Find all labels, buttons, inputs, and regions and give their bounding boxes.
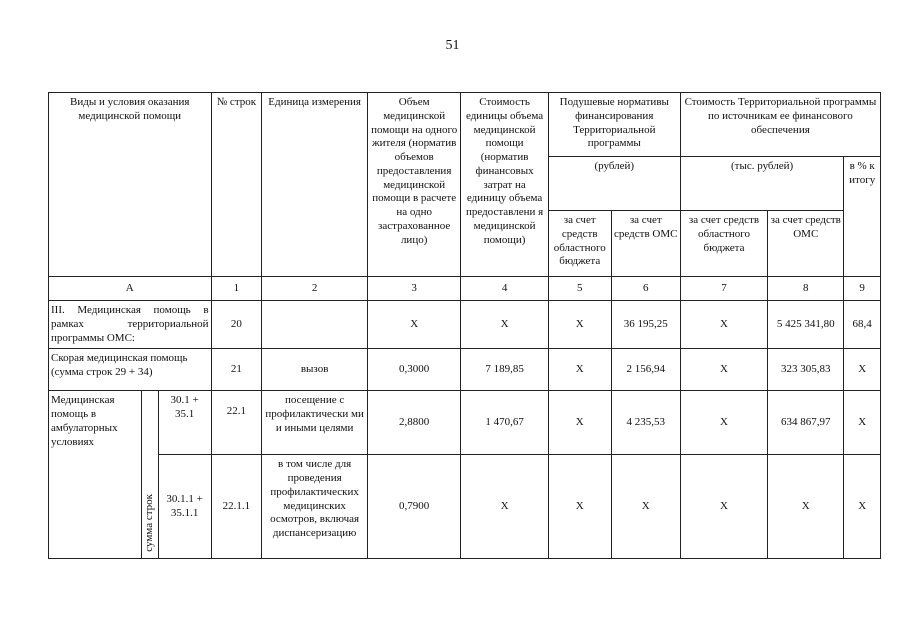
row-ambulance-c-oms: 323 305,83 bbox=[768, 349, 844, 391]
row-prophylactic-c-budget: Х bbox=[680, 455, 767, 559]
row-omc-c-budget: Х bbox=[680, 301, 767, 349]
header-thousand-rubles: (тыс. рублей) bbox=[680, 157, 844, 211]
row-outpatient-c-oms: 634 867,97 bbox=[768, 391, 844, 455]
row-ambulance-pc-budget: Х bbox=[548, 349, 611, 391]
header-oms-funds: за счет средств ОМС bbox=[611, 211, 680, 277]
row-ambulance-cost: 7 189,85 bbox=[461, 349, 548, 391]
row-prophylactic-pct: Х bbox=[844, 455, 881, 559]
row-omc-pc-oms: 36 195,25 bbox=[611, 301, 680, 349]
header-cost-territorial: Стоимость Территориальной программы по источникам ее финансового обеспечения bbox=[680, 93, 880, 157]
financing-table bbox=[48, 92, 881, 559]
row-prophylactic-cost: Х bbox=[461, 455, 548, 559]
row-outpatient-pct: Х bbox=[844, 391, 881, 455]
row-ambulance-no: 21 bbox=[211, 349, 262, 391]
row-omc-no: 20 bbox=[211, 301, 262, 349]
row-omc-cost: Х bbox=[461, 301, 548, 349]
index-cell-8: 8 bbox=[768, 277, 844, 301]
row-outpatient-pc-budget: Х bbox=[548, 391, 611, 455]
row-prophylactic-c-oms: Х bbox=[768, 455, 844, 559]
index-cell-a: А bbox=[49, 277, 212, 301]
header-regional-budget: за счет средств областного бюджета bbox=[548, 211, 611, 277]
header-per-capita: Подушевые нормативы финансирования Территориальной программы bbox=[548, 93, 680, 157]
index-cell-2: 2 bbox=[262, 277, 368, 301]
page-number: 51 bbox=[445, 38, 460, 53]
row-prophylactic-pc-budget: Х bbox=[548, 455, 611, 559]
row-outpatient-sum-label bbox=[142, 391, 158, 559]
row-outpatient-cost: 1 470,67 bbox=[461, 391, 548, 455]
header-row-no: № строк bbox=[211, 93, 262, 277]
sum-rows-label: сумма строк bbox=[143, 493, 156, 552]
row-omc-unit bbox=[262, 301, 368, 349]
row-omc-name: III. Медицинская помощь в рамках территориальной программы ОМС: bbox=[49, 301, 212, 349]
header-kinds: Виды и условия оказания медицинской помощи bbox=[49, 93, 212, 277]
header-percent-total: в % к итогу bbox=[844, 157, 881, 277]
header-unit: Единица измерения bbox=[262, 93, 368, 277]
header-volume: Объем медицинской помощи на одного жителя (норматив объемов предоставления медицинской помощи в расчете на одно застрахованное лицо) bbox=[367, 93, 460, 277]
row-prophylactic-no: 22.1.1 bbox=[211, 455, 262, 559]
row-ambulance-c-budget: Х bbox=[680, 349, 767, 391]
header-oms-funds-2: за счет средств ОМС bbox=[768, 211, 844, 277]
row-prophylactic-unit: в том числе для проведения профилактических медицинских осмотров, включая диспансеризацию bbox=[262, 455, 368, 559]
index-cell-7: 7 bbox=[680, 277, 767, 301]
row-ambulance-name: Скорая медицинская помощь (сумма строк 29 + 34) bbox=[49, 349, 212, 391]
row-outpatient-pc-oms: 4 235,53 bbox=[611, 391, 680, 455]
header-regional-budget-funds: за счет средств областного бюджета bbox=[680, 211, 767, 277]
header-cost-unit: Стоимость единицы объема медицинской помощи (норматив финансовых затрат на единицу объема предоставлени я медицинской помощи) bbox=[461, 93, 548, 277]
row-ambulance-unit: вызов bbox=[262, 349, 368, 391]
row-prophylactic-pc-oms: Х bbox=[611, 455, 680, 559]
row-outpatient-sum-rows: 30.1 + 35.1 bbox=[158, 391, 211, 455]
row-prophylactic-volume: 0,7900 bbox=[367, 455, 460, 559]
row-outpatient-volume: 2,8800 bbox=[367, 391, 460, 455]
row-outpatient-c-budget: Х bbox=[680, 391, 767, 455]
row-ambulance-pct: Х bbox=[844, 349, 881, 391]
index-cell-3: 3 bbox=[367, 277, 460, 301]
row-outpatient-unit: посещение с профилактически ми и иными целями bbox=[262, 391, 368, 455]
row-omc-pc-budget: Х bbox=[548, 301, 611, 349]
row-omc-pct: 68,4 bbox=[844, 301, 881, 349]
row-omc-c-oms: 5 425 341,80 bbox=[768, 301, 844, 349]
index-cell-4: 4 bbox=[461, 277, 548, 301]
header-rubles: (рублей) bbox=[548, 157, 680, 211]
row-ambulance-volume: 0,3000 bbox=[367, 349, 460, 391]
index-cell-6: 6 bbox=[611, 277, 680, 301]
row-omc-volume: Х bbox=[367, 301, 460, 349]
row-outpatient-no: 22.1 bbox=[211, 391, 262, 455]
index-cell-5: 5 bbox=[548, 277, 611, 301]
index-cell-9: 9 bbox=[844, 277, 881, 301]
row-outpatient-name: Медицинская помощь в амбулаторных условиях bbox=[49, 391, 142, 559]
row-prophylactic-sum-rows: 30.1.1 + 35.1.1 bbox=[158, 455, 211, 559]
index-cell-1: 1 bbox=[211, 277, 262, 301]
row-ambulance-pc-oms: 2 156,94 bbox=[611, 349, 680, 391]
